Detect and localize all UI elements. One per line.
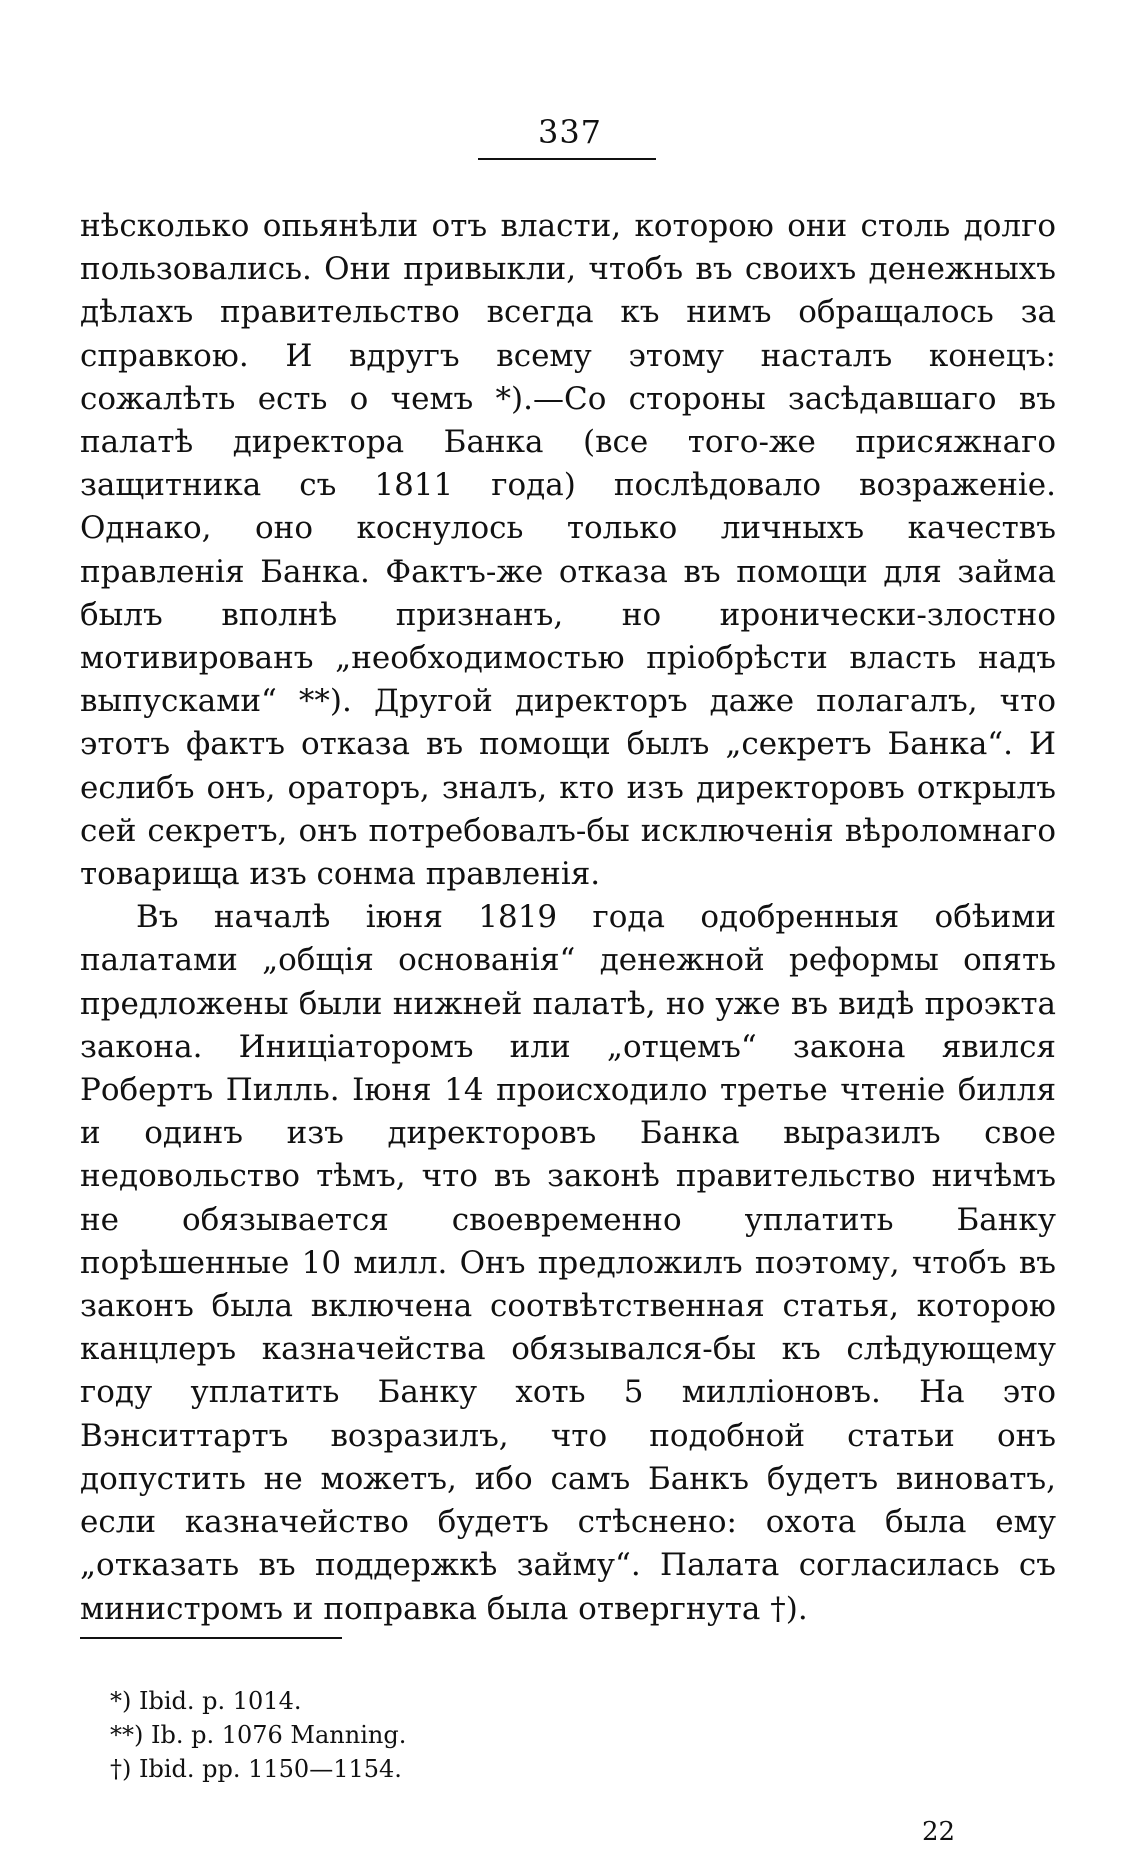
footnote: *) Ibid. p. 1014. bbox=[110, 1687, 302, 1715]
paragraph: Въ началѣ іюня 1819 года одобренныя обѣими палатами „общія основанія“ денежной реформы опять предложены были нижней палатѣ, но уже въ видѣ проэкта закона. Иниціаторомъ или „отцемъ“ закона явился Робертъ Пилль. Іюня 14 происходило третье чтеніе билля и одинъ изъ директоровъ Банка выразилъ свое недовольство тѣмъ, что въ законѣ правительство ничѣмъ не обязывается своевременно уплатить Банку порѣшенные 10 милл. Онъ предложилъ поэтому, чтобъ въ законъ была включена соотвѣтственная статья, которою канцлеръ казначейства обязывался-бы къ слѣдующему году уплатить Банку хоть 5 милліоновъ. На это Вэнситтартъ возразилъ, что подобной статьи онъ допустить не можетъ, ибо самъ Банкъ будетъ виноватъ, если казначейство будетъ стѣснено: охота была ему „отказать въ поддержкѣ займу“. Палата согласилась съ министромъ и поправка была отвергнута †). bbox=[80, 899, 1056, 1627]
body-text bbox=[80, 205, 1056, 1631]
page-number-rule bbox=[478, 158, 656, 160]
paragraph: нѣсколько опьянѣли отъ власти, которою они столь долго пользовались. Они привыкли, чтобъ въ своихъ денежныхъ дѣлахъ правительство всегда къ нимъ обращалось за справкою. И вдругъ всему этому насталъ конецъ: сожалѣть есть о чемъ *).—Со стороны засѣдавшаго въ палатѣ директора Банка (все того-же присяжнаго защитника съ 1811 года) послѣдовало возраженіе. Однако, оно коснулось только личныхъ качествъ правленія Банка. Фактъ-же отказа въ помощи для займа былъ вполнѣ признанъ, но иронически-злостно мотивированъ „необходимостью пріобрѣсти власть надъ выпусками“ **). Другой директоръ даже полагалъ, что этотъ фактъ отказа въ помощи былъ „секретъ Банка“. И еслибъ онъ, ораторъ, зналъ, кто изъ директоровъ открылъ сей секретъ, онъ потребовалъ-бы исключенія вѣроломнаго товарища изъ сонма правленія. bbox=[80, 208, 1056, 893]
page-number: 337 bbox=[537, 113, 603, 151]
footnote-separator bbox=[80, 1637, 342, 1639]
footnotes bbox=[110, 1684, 710, 1786]
signature-mark: 22 bbox=[922, 1817, 956, 1847]
footnote: †) Ibid. pp. 1150—1154. bbox=[110, 1755, 402, 1783]
footnote: **) Ib. p. 1076 Manning. bbox=[110, 1721, 407, 1749]
